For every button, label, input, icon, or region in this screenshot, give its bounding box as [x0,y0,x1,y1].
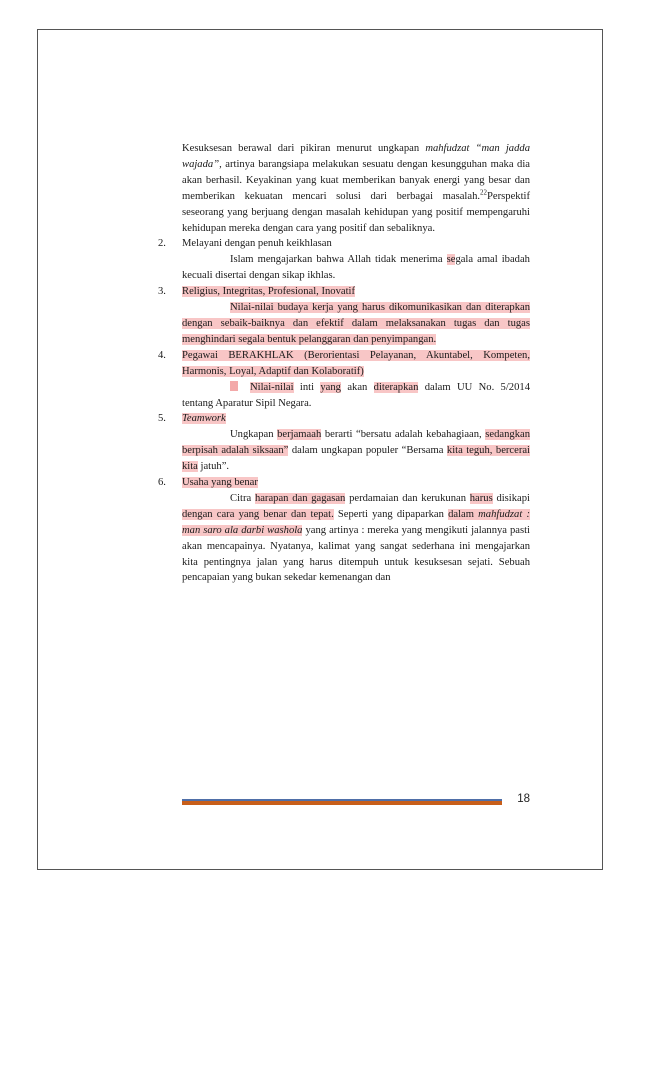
body-text: inti [293,381,321,393]
body-text: Citra [230,492,255,504]
item-body [182,380,530,412]
highlight: dengan cara yang benar dan tepat. [182,508,334,520]
intro-text-1: Kesuksesan berawal dari pikiran menurut ungkapan [182,143,420,154]
comment-marker[interactable] [230,381,238,391]
item-body [182,427,530,475]
item-body [182,252,530,284]
item-title: Melayani dengan penuh keikhlasan [182,238,332,250]
highlight: harapan dan gagasan [254,492,346,504]
highlight: dalam [448,508,474,520]
highlight: Nilai-nilai budaya kerja yang harus dikomunikasikan dan diterapkan dengan sebaik-baiknya dan efektif dalam melaksanakan tugas dan tugas menghindari segala bentuk pelanggaran dan penyimpangan. [182,302,530,345]
body-text: akan [340,381,374,393]
highlight: Nilai-nilai [250,381,294,393]
list-item-2 [158,236,530,284]
item-number: 4. [158,349,166,361]
highlight: berjamaah [277,429,322,441]
highlight: harus [469,492,493,504]
item-number: 2. [158,238,166,250]
body-text: Islam mengajarkan bahwa Allah tidak menerima [230,254,447,266]
footer-rule [182,799,502,805]
body-text: Ungkapan [230,429,278,441]
item-title [182,284,530,300]
list-item-5 [158,411,530,475]
item-title [182,411,530,427]
highlight: Pegawai BERAKHLAK (Berorientasi Pelayanan, Akuntabel, Kompeten, Harmonis, Loyal, Adaptif dan Kolaboratif) [182,349,530,377]
item-title [182,475,530,491]
intro-paragraph [182,141,530,236]
highlight: Usaha yang benar [182,477,258,489]
body-text: gala amal ibadah kecuali disertai dengan sikap ikhlas. [182,254,530,282]
highlight: yang [320,381,341,393]
footnote-ref[interactable]: 22 [480,188,488,197]
body-text: perdamaian dan kerukunan [345,492,470,504]
page-footer [182,794,530,808]
list-item-6 [158,475,530,586]
list-item-3 [158,284,530,348]
item-title [182,348,530,380]
item-body [182,300,530,348]
body-text: dalam UU No. 5/2014 tentang Aparatur Sipil Negara. [182,381,530,409]
intro-text-3: Perspektif seseorang yang berjuang dengan masalah kehidupan yang positif mempengaruhi kehidupan mereka dengan cara yang positif dan sebaliknya. [182,190,530,234]
highlight: Teamwork [182,413,226,425]
body-text: jatuh”. [197,461,230,473]
body-text: Seperti yang dipaparkan [333,508,449,520]
highlight: Religius, Integritas, Profesional, Inovatif [182,286,355,298]
page-number: 18 [517,793,530,805]
highlight: diterapkan [373,381,419,393]
item-number: 6. [158,477,166,489]
intro-text-2: artinya barangsiapa melakukan sesuatu dengan kesungguhan maka dia akan berhasil. Keyakinan yang kuat memberikan banyak energi yang besar dan memberikan kekuatan mencari solusi dari berbagai masalah. [182,158,530,202]
body-text: disikapi [492,492,530,504]
intro-italic-phrase: mahfudzat “man jadda wajada”, [182,143,530,170]
highlight: mahfudzat : man saro ala darbi washola [182,508,530,536]
body-text: berarti “bersatu adalah kebahagiaan, [321,429,486,441]
highlight: se [446,254,456,266]
highlight: kita teguh, bercerai kita [182,445,530,473]
highlight: sedangkan berpisah adalah siksaan” [182,429,530,457]
page-body [158,141,530,586]
list-item-4 [158,348,530,412]
item-body [182,491,530,586]
body-text: yang artinya : mereka yang mengikuti jalannya pasti akan mencapainya. Nyatanya, kalimat yang sangat sederhana ini mengajarkan kita pentingnya jalan yang harus ditempuh untuk kesuksesan sejati. Sebuah pencapaian yang bukan sekedar kemenangan dan [182,524,530,584]
item-number: 5. [158,413,166,425]
body-text: dalam ungkapan populer “Bersama [288,445,447,457]
item-number: 3. [158,286,166,298]
